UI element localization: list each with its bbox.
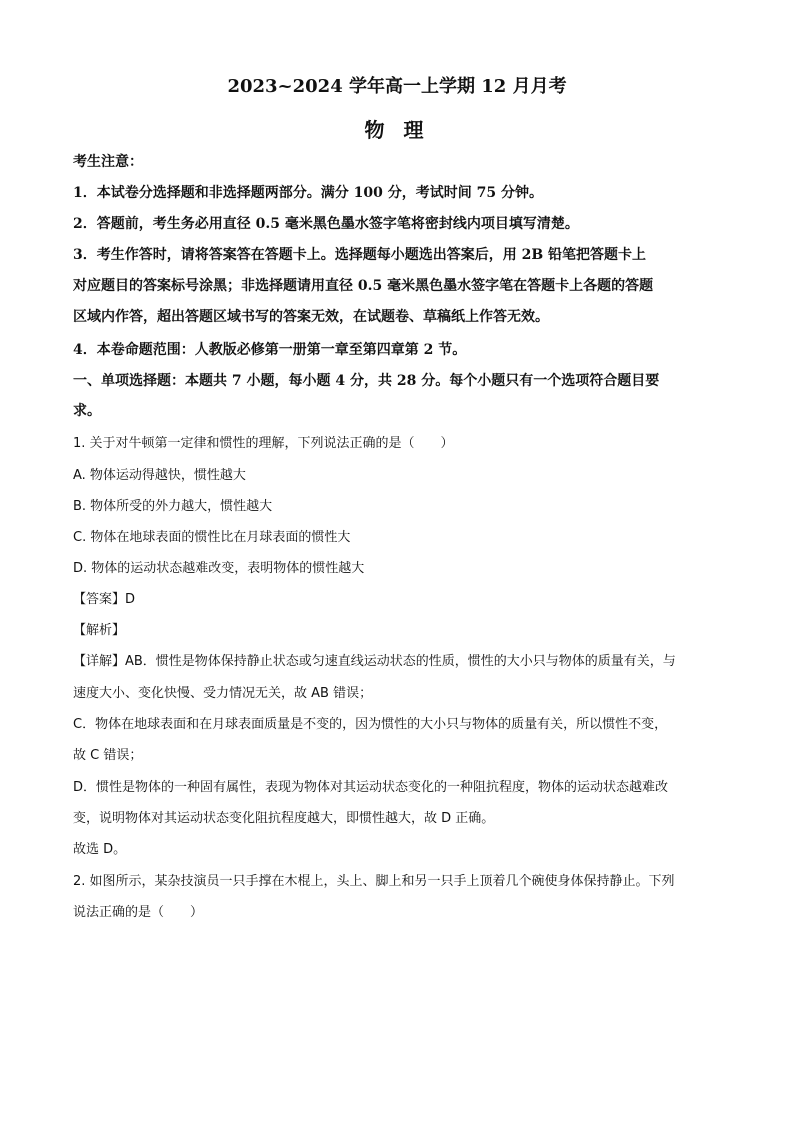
question-1-stem: 1. 关于对牛顿第一定律和惯性的理解，下列说法正确的是（ ） (73, 436, 454, 451)
question-1-option-b: B. 物体所受的外力越大，惯性越大 (73, 499, 273, 514)
exam-title: 2023~2024 学年高一上学期 12 月月考 (227, 76, 567, 97)
notice-item: 3．考生作答时，请将答案答在答题卡上。选择题每小题选出答案后，用 2B 铅笔把答题卡上 (73, 247, 647, 263)
question-1-option-d: D. 物体的运动状态越难改变，表明物体的惯性越大 (73, 561, 365, 576)
question-1-option-a: A. 物体运动得越快，惯性越大 (73, 468, 246, 483)
detail-line: D．惯性是物体的一种固有属性，表现为物体对其运动状态变化的一种阻抗程度，物体的运动状态越难改 (73, 780, 669, 795)
question-1-option-c: C. 物体在地球表面的惯性比在月球表面的惯性大 (73, 530, 351, 545)
section-heading: 一、单项选择题：本题共 7 小题，每小题 4 分，共 28 分。每个小题只有一个选项符合题目要 (73, 373, 660, 389)
notice-item: 区域内作答，超出答题区域书写的答案无效，在试题卷、草稿纸上作答无效。 (73, 309, 549, 325)
detail-line: 【详解】AB．惯性是物体保持静止状态或匀速直线运动状态的性质，惯性的大小只与物体的质量有关，与 (73, 654, 676, 669)
question-2-stem-cont: 说法正确的是（ ） (73, 905, 204, 920)
notice-item: 2．答题前，考生务必用直径 0.5 毫米黑色墨水签字笔将密封线内项目填写清楚。 (73, 216, 579, 232)
answer-label: 【答案】D (73, 592, 136, 607)
conclusion-line: 故选 D。 (73, 842, 127, 857)
detail-line: 变，说明物体对其运动状态变化阻抗程度越大，即惯性越大，故 D 正确。 (73, 811, 495, 826)
analysis-label: 【解析】 (73, 623, 126, 638)
notice-item: 4．本卷命题范围：人教版必修第一册第一章至第四章第 2 节。 (73, 342, 467, 358)
section-heading-cont: 求。 (73, 403, 101, 419)
notice-item: 1．本试卷分选择题和非选择题两部分。满分 100 分，考试时间 75 分钟。 (73, 185, 543, 201)
subject-title: 物 理 (364, 118, 430, 142)
detail-line: C．物体在地球表面和在月球表面质量是不变的，因为惯性的大小只与物体的质量有关，所以惯性不变， (73, 717, 668, 732)
notice-item: 对应题目的答案标号涂黑；非选择题请用直径 0.5 毫米黑色墨水签字笔在答题卡上各题的答题 (73, 278, 654, 294)
question-2-stem: 2. 如图所示，某杂技演员一只手撑在木棍上，头上、脚上和另一只手上顶着几个碗使身体保持静止。下列 (73, 874, 675, 889)
detail-line: 速度大小、变化快慢、受力情况无关，故 AB 错误； (73, 686, 373, 701)
detail-line: 故 C 错误； (73, 748, 143, 763)
notice-heading: 考生注意： (73, 154, 143, 170)
